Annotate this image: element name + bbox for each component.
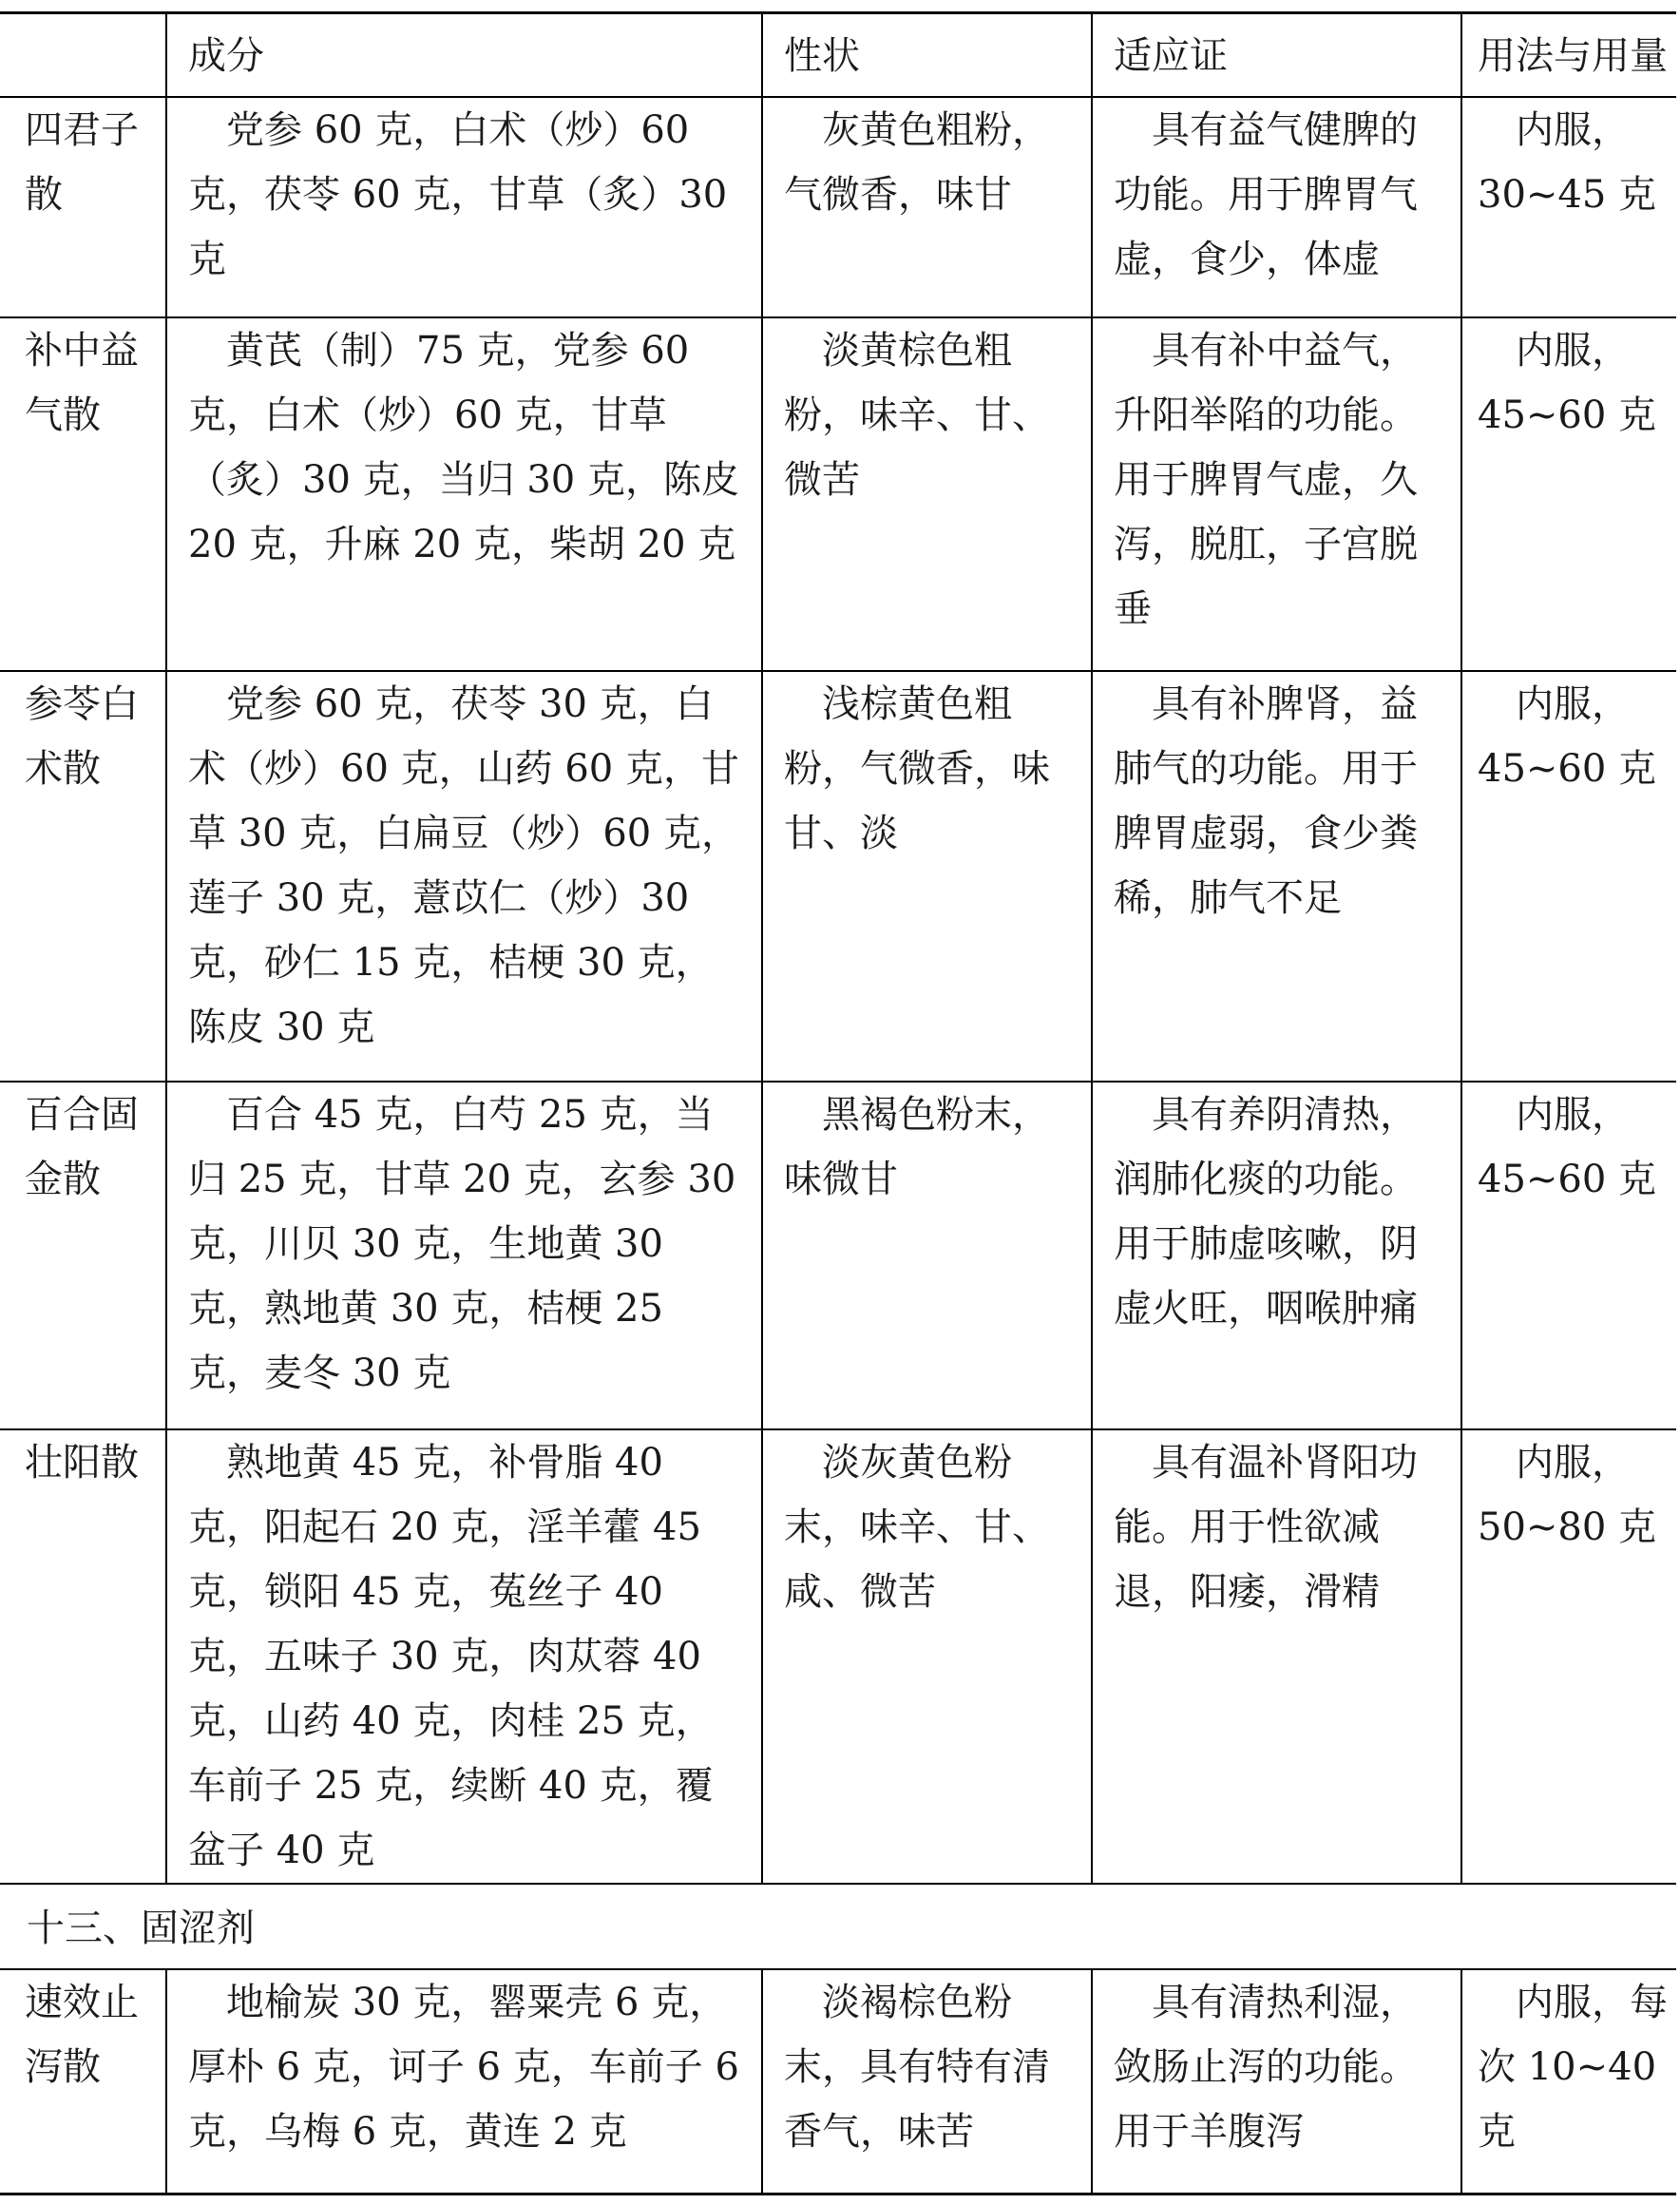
formula-dosage: 内服，45~60 克 [1478,682,1657,791]
formula-appearance: 淡黄棕色粗粉，味辛、甘、微苦 [784,329,1050,502]
table-header-row [0,14,1676,96]
formula-appearance: 灰黄色粗粉，气微香，味甘 [784,108,1050,217]
formula-ingredients: 百合 45 克，白芍 25 克，当归 25 克，甘草 20 克，玄参 30 克，川贝 30 克，生地黄 30 克，熟地黄 30 克，桔梗 25 克，麦冬 30 克 [188,1093,736,1395]
formula-ingredients: 黄芪（制）75 克，党参 60 克，白术（炒）60 克，甘草（炙）30 克，当归 30 克，陈皮 20 克，升麻 20 克，柴胡 20 克 [188,329,739,566]
formula-dosage: 内服，45~60 克 [1478,329,1657,437]
formula-appearance: 黑褐色粉末，味微甘 [784,1093,1050,1201]
table-row [0,1081,1676,1428]
table-row [0,1968,1676,2193]
formula-ingredients: 熟地黄 45 克，补骨脂 40 克，阳起石 20 克，淫羊藿 45 克，锁阳 45 克，菟丝子 40 克，五味子 30 克，肉苁蓉 40 克，山药 40 克，肉桂 25 克，车前子 25 克，续断 40 克，覆盆子 40 克 [188,1441,714,1872]
formula-appearance: 淡褐棕色粉末，具有特有清香气，味苦 [784,1981,1050,2154]
formula-appearance: 淡灰黄色粉末，味辛、甘、咸、微苦 [784,1441,1050,1614]
formula-dosage: 内服，50~80 克 [1478,1441,1657,1549]
formula-indication: 具有清热利湿，敛肠止泻的功能。用于羊腹泻 [1114,1981,1418,2154]
header-ingredients: 成分 [167,14,763,96]
table-row [0,316,1676,670]
formula-name: 速效止泻散 [0,1970,167,2193]
formula-appearance: 浅棕黄色粗粉，气微香，味甘、淡 [784,682,1050,855]
formula-indication: 具有益气健脾的功能。用于脾胃气虚，食少，体虚 [1114,108,1418,281]
header-name [0,14,167,96]
section-heading: 十三、固涩剂 [0,1883,1676,1968]
formula-name: 参苓白术散 [0,672,167,1081]
formula-indication: 具有温补肾阳功能。用于性欲减退，阳痿，滑精 [1114,1441,1418,1614]
formula-ingredients: 党参 60 克，白术（炒）60 克，茯苓 60 克，甘草（炙）30 克 [188,108,728,281]
header-indication: 适应证 [1093,14,1462,96]
formula-dosage: 内服，每次 10~40 克 [1478,1981,1668,2154]
formula-indication: 具有补中益气，升阳举陷的功能。用于脾胃气虚，久泻，脱肛，子宫脱垂 [1114,329,1418,631]
formula-name: 壮阳散 [0,1430,167,1883]
formula-ingredients: 党参 60 克，茯苓 30 克，白术（炒）60 克，山药 60 克，甘草 30 克，白扁豆（炒）60 克，莲子 30 克，薏苡仁（炒）30 克，砂仁 15 克，桔梗 30 克，陈皮 30 克 [188,682,739,1049]
formula-name: 补中益气散 [0,318,167,670]
table-row [0,1428,1676,1883]
formula-table [0,11,1676,2195]
formula-name: 四君子散 [0,98,167,316]
formula-ingredients: 地榆炭 30 克，罂粟壳 6 克，厚朴 6 克，诃子 6 克，车前子 6 克，乌梅 6 克，黄连 2 克 [188,1981,739,2154]
header-appearance: 性状 [763,14,1093,96]
formula-dosage: 内服，30~45 克 [1478,108,1657,217]
header-dosage: 用法与用量 [1478,34,1668,78]
formula-name: 百合固金散 [0,1083,167,1428]
table-row [0,96,1676,316]
formula-indication: 具有补脾肾，益肺气的功能。用于脾胃虚弱，食少粪稀，肺气不足 [1114,682,1418,920]
formula-indication: 具有养阴清热，润肺化痰的功能。用于肺虚咳嗽，阴虚火旺，咽喉肿痛 [1114,1093,1418,1331]
formula-dosage: 内服，45~60 克 [1478,1093,1657,1201]
table-row [0,670,1676,1081]
